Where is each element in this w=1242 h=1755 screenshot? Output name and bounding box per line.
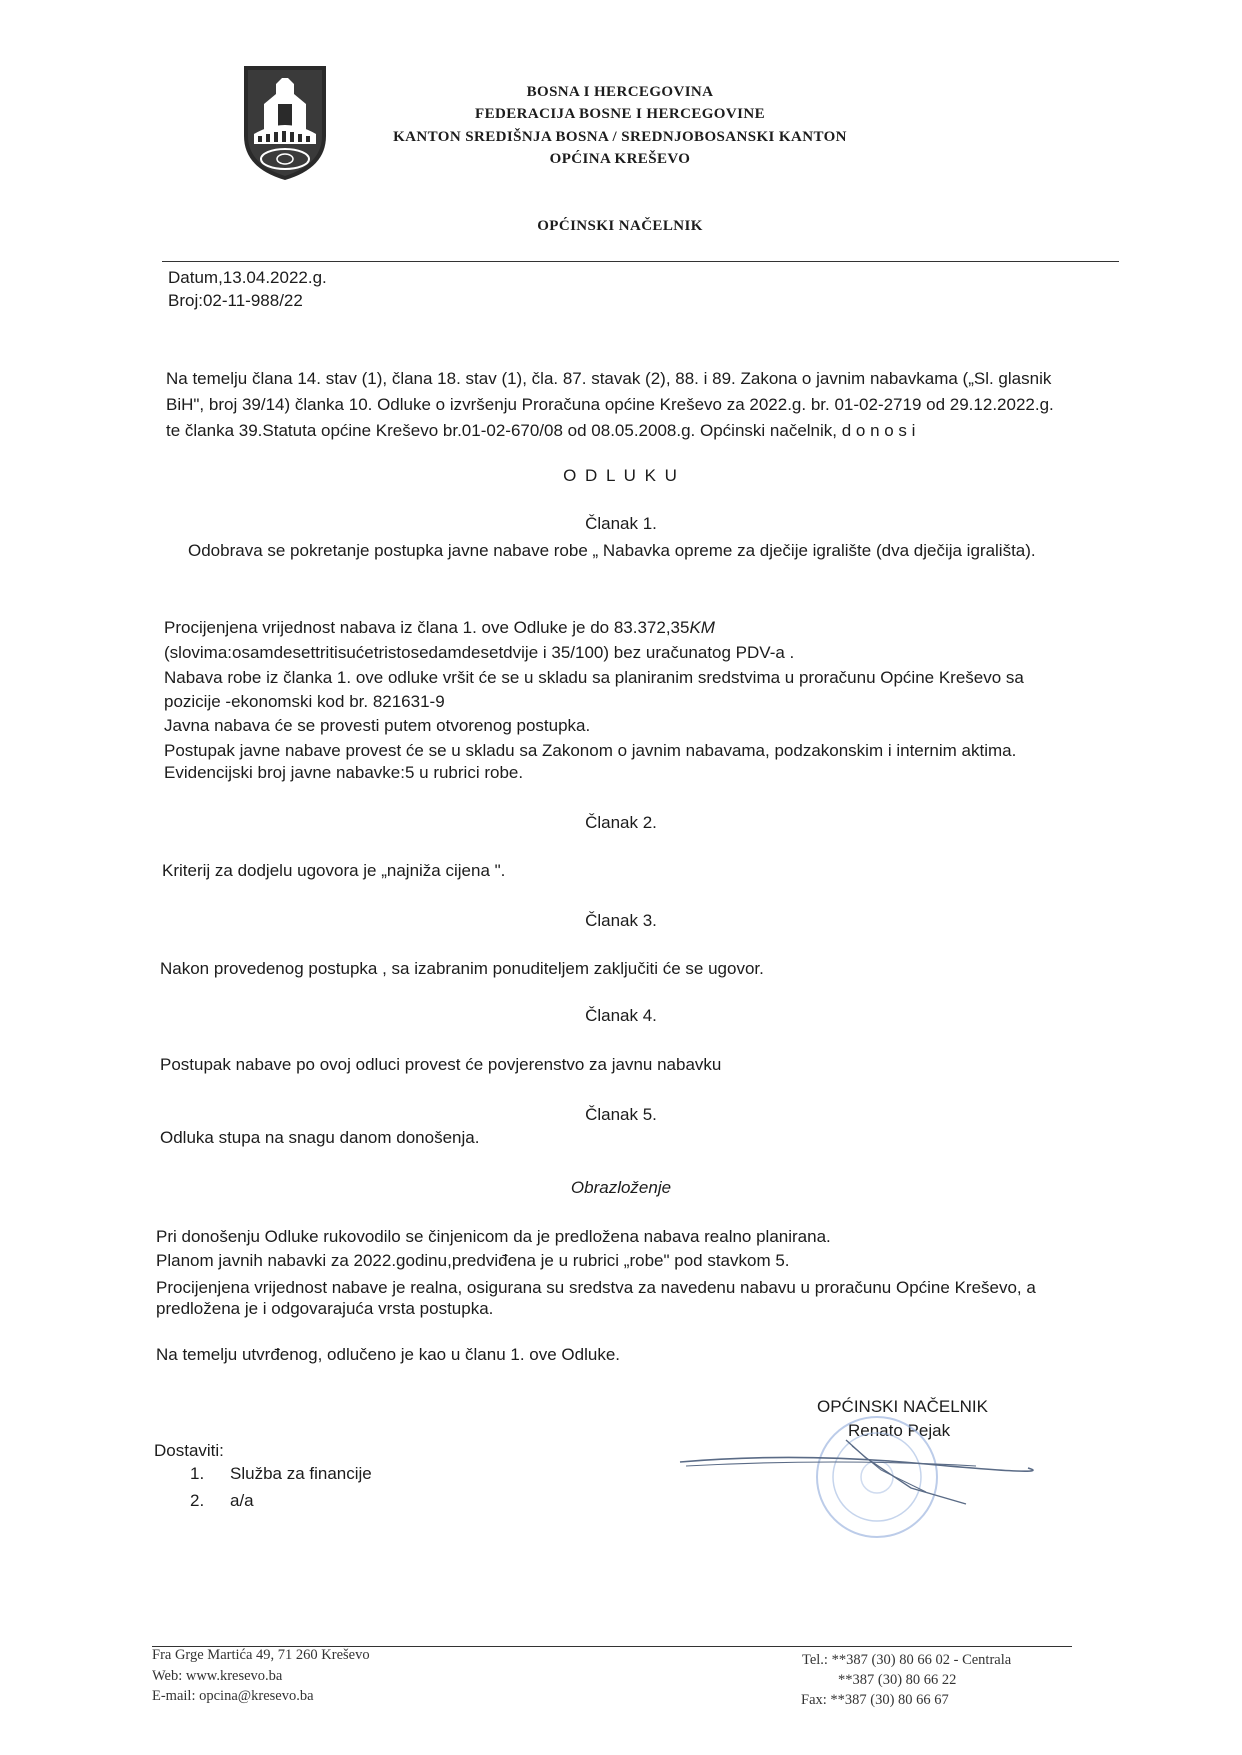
article-5-heading: Članak 5. (585, 1105, 657, 1124)
reasoning-conclusion: Na temelju utvrđenog, odlučeno je kao u članu 1. ove Odluke. (156, 1345, 621, 1364)
article-1-line: Javna nabava će se provesti putem otvorenog postupka. (164, 716, 591, 735)
reasoning-line: Pri donošenju Odluke rukovodilo se činjenicom da je predložena nabava realno planirana. (156, 1227, 831, 1246)
article-1-estimate (164, 617, 715, 639)
article-1-heading: Članak 1. (585, 514, 657, 533)
decision-title: O D L U K U (563, 466, 679, 485)
preamble-line: BiH", broj 39/14) članka 10. Odluke o izvršenju Proračuna općine Kreševo za 2022.g. br. 01-02-2719 od 29.12.2022.g. (166, 395, 1054, 414)
distribution-list (190, 1460, 372, 1514)
footer-email: E-mail: opcina@kresevo.ba (152, 1688, 314, 1704)
reasoning-line: predložena je i odgovarajuća vrsta postupka. (156, 1299, 494, 1318)
preamble-line: te članka 39.Statuta općine Kreševo br.01-02-670/08 od 08.05.2008.g. Općinski načelnik, d o n o s i (166, 421, 916, 440)
article-5-text: Odluka stupa na snagu danom donošenja. (160, 1128, 480, 1147)
preamble-line: Na temelju člana 14. stav (1), člana 18. stav (1), čla. 87. stavak (2), 88. i 89. Zakona o javnim nabavkama („Sl. glasnik (166, 369, 1052, 388)
estimate-currency: KM (689, 618, 715, 637)
article-1-line: (slovima:osamdesettritisućetristosedamdesetdvije i 35/100) bez uračunatog PDV-a . (164, 643, 795, 662)
signature-title: OPĆINSKI NAČELNIK (817, 1397, 988, 1416)
header-divider (162, 261, 1119, 262)
list-item: 2. a/a (190, 1491, 254, 1510)
article-3-text: Nakon provedenog postupka , sa izabranim ponuditeljem zaključiti će se ugovor. (160, 959, 764, 978)
header-canton: KANTON SREDIŠNJA BOSNA / SREDNJOBOSANSKI KANTON (393, 129, 847, 145)
document-date: Datum,13.04.2022.g. (168, 268, 327, 287)
footer-web: Web: www.kresevo.ba (152, 1668, 283, 1684)
footer-fax: Fax: **387 (30) 80 66 67 (801, 1692, 949, 1708)
article-1-line: Nabava robe iz članka 1. ove odluke vršit će se u skladu sa planiranim sredstvima u proračunu Općine Kreševo sa (164, 668, 1024, 687)
article-1-text: Odobrava se pokretanje postupka javne nabave robe „ Nabavka opreme za dječije igralište (dva dječija igrališta). (188, 541, 1036, 560)
article-3-heading: Članak 3. (585, 911, 657, 930)
article-4-heading: Članak 4. (585, 1006, 657, 1025)
signature-name: Renato Pejak (848, 1421, 951, 1440)
signature-scribble (676, 1430, 1036, 1510)
footer-phone-central: Tel.: **387 (30) 80 66 02 - Centrala (802, 1652, 1012, 1668)
article-4-text: Postupak nabave po ovoj odluci provest će povjerenstvo za javnu nabavku (160, 1055, 722, 1074)
header-country: BOSNA I HERCEGOVINA (526, 84, 714, 100)
header-federation: FEDERACIJA BOSNE I HERCEGOVINE (475, 106, 765, 122)
article-2-heading: Članak 2. (585, 813, 657, 832)
footer-phone: **387 (30) 80 66 22 (838, 1672, 957, 1688)
reasoning-line: Procijenjena vrijednost nabave je realna, osigurana su sredstva za navedenu nabavu u proračunu Općine Kreševo, a (156, 1278, 1036, 1297)
article-2-text: Kriterij za dodjelu ugovora je „najniža cijena ". (162, 861, 506, 880)
coat-of-arms (242, 64, 328, 182)
article-1-line: Postupak javne nabave provest će se u skladu sa Zakonom o javnim nabavama, podzakonskim i internim aktima. (164, 741, 1017, 760)
article-1-line: Evidencijski broj javne nabavke:5 u rubrici robe. (164, 763, 524, 782)
footer-address: Fra Grge Martića 49, 71 260 Kreševo (152, 1647, 370, 1663)
reasoning-line: Planom javnih nabavki za 2022.godinu,predviđena je u rubrici „robe" pod stavkom 5. (156, 1251, 790, 1270)
estimate-value: Procijenjena vrijednost nabava iz člana 1. ove Odluke je do 83.372,35 (164, 618, 690, 637)
header-municipality: OPĆINA KREŠEVO (549, 151, 691, 167)
distribution-label: Dostaviti: (154, 1441, 224, 1460)
reasoning-heading: Obrazloženje (570, 1178, 672, 1197)
list-item: 1. Služba za financije (190, 1464, 372, 1483)
document-number: Broj:02-11-988/22 (168, 291, 303, 310)
header-office: OPĆINSKI NAČELNIK (537, 218, 703, 234)
article-1-line: pozicije -ekonomski kod br. 821631-9 (164, 692, 445, 711)
